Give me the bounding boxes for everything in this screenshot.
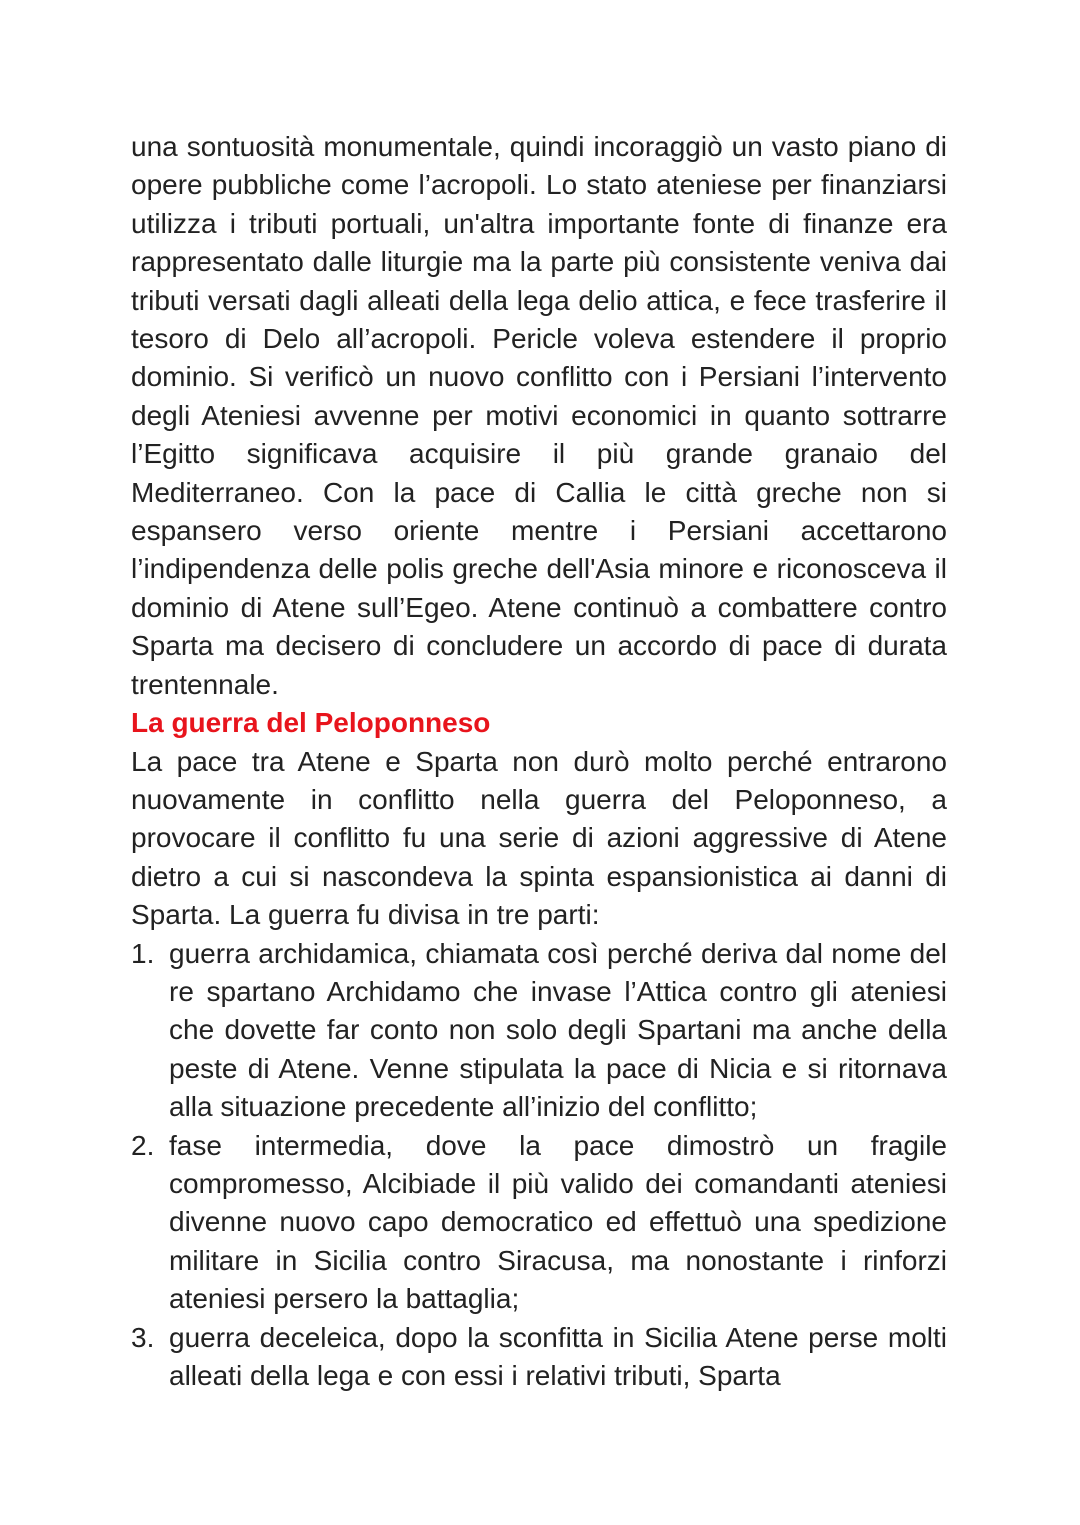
list-item <box>131 1319 947 1396</box>
list-item-text: fase intermedia, dove la pace dimostrò un fragile compromesso, Alcibiade il più valido dei comandanti ateniesi divenne nuovo capo democratico ed effettuò una spedizione militare in Sicilia contro Siracusa, ma nonostante i rinforzi ateniesi persero la battaglia; <box>169 1129 947 1315</box>
section-heading: La guerra del Peloponneso <box>131 707 491 739</box>
list-item <box>131 935 947 1127</box>
list-item-number: 3. <box>131 1321 155 1353</box>
list-item <box>131 1127 947 1319</box>
list-item-number: 2. <box>131 1129 155 1161</box>
war-phases-list <box>131 935 947 1396</box>
document-page <box>131 128 947 1395</box>
section-paragraph: La pace tra Atene e Sparta non durò molto perché entrarono nuovamente in conflitto nella guerra del Peloponneso, a provocare il conflitto fu una serie di azioni aggressive di Atene dietro a cui si nascondeva la spinta espansionistica ai danni di Sparta. La guerra fu divisa in tre parti: <box>131 745 947 931</box>
list-item-number: 1. <box>131 937 155 969</box>
list-item-text: guerra archidamica, chiamata così perché deriva dal nome del re spartano Archidamo che invase l’Attica contro gli ateniesi che dovette far conto non solo degli Spartani ma anche della peste di Atene. Venne stipulata la pace di Nicia e si ritornava alla situazione precedente all’inizio del conflitto; <box>169 937 947 1123</box>
list-item-text: guerra deceleica, dopo la sconfitta in Sicilia Atene perse molti alleati della lega e con essi i relativi tributi, Sparta <box>169 1321 947 1391</box>
intro-paragraph: una sontuosità monumentale, quindi incoraggiò un vasto piano di opere pubbliche come l’acropoli. Lo stato ateniese per finanziarsi utilizza i tributi portuali, un'altra importante fonte di finanze era rappresentato dalle liturgie ma la parte più consistente veniva dai tributi versati dagli alleati della lega delio attica, e fece trasferire il tesoro di Delo all’acropoli. Pericle voleva estendere il proprio dominio. Si verificò un nuovo conflitto con i Persiani l’intervento degli Ateniesi avvenne per motivi economici in quanto sottrarre l’Egitto significava acquisire il più grande granaio del Mediterraneo. Con la pace di Callia le città greche non si espansero verso oriente mentre i Persiani accettarono l’indipendenza delle polis greche dell'Asia minore e riconosceva il dominio di Atene sull’Egeo. Atene continuò a combattere contro Sparta ma decisero di concludere un accordo di pace di durata trentennale. <box>131 131 947 700</box>
